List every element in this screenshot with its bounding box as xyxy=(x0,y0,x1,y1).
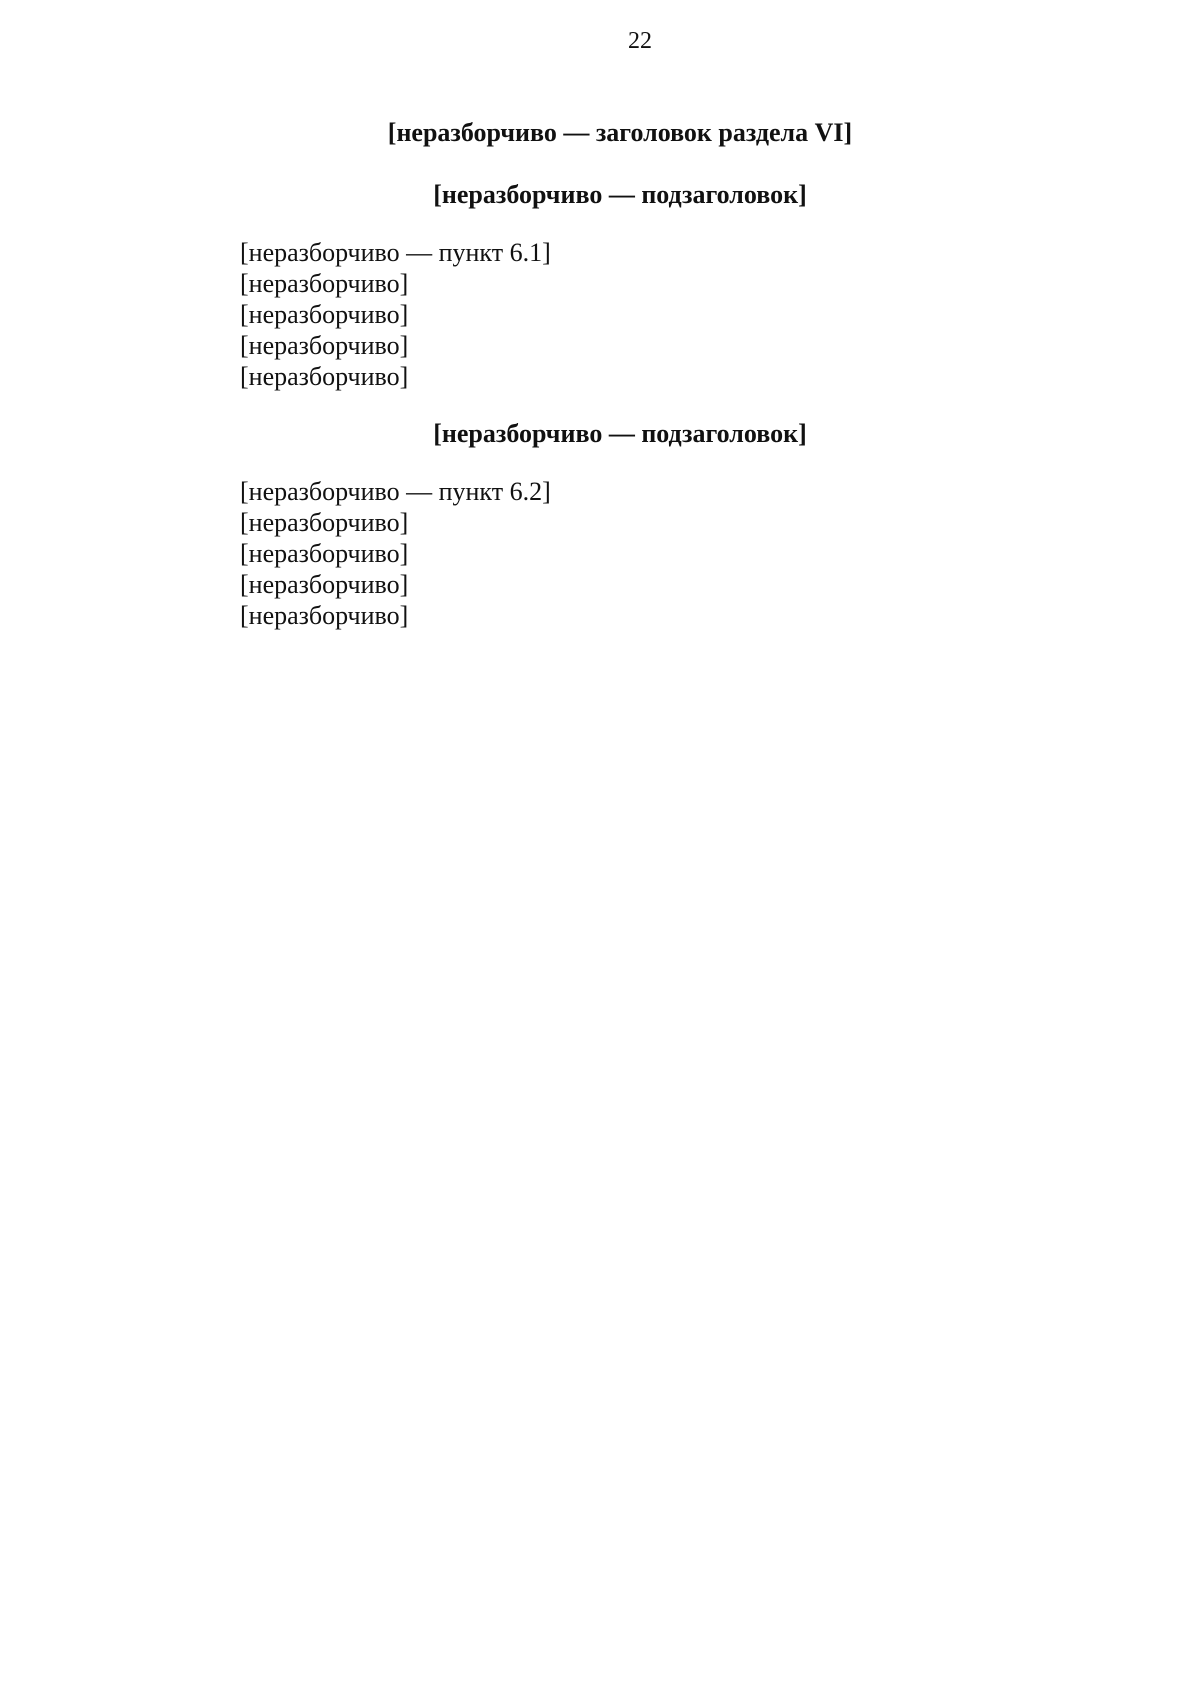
chapter-heading: [неразборчиво — заголовок раздела VI] xyxy=(387,118,853,147)
section-heading: [неразборчиво — подзаголовок] xyxy=(433,419,807,448)
paragraph: [неразборчиво — пункт 6.2] xyxy=(240,477,551,506)
section-heading: [неразборчиво — подзаголовок] xyxy=(433,180,807,209)
paragraph: [неразборчиво] xyxy=(240,362,409,391)
paragraph: [неразборчиво] xyxy=(240,570,409,599)
paragraph: [неразборчиво] xyxy=(240,300,409,329)
paragraph: [неразборчиво — пункт 6.1] xyxy=(240,238,551,267)
paragraph: [неразборчиво] xyxy=(240,508,409,537)
section-gap xyxy=(170,392,1070,418)
page-number: 22 xyxy=(628,28,652,54)
paragraph: [неразборчиво] xyxy=(240,539,409,568)
paragraph: [неразборчиво] xyxy=(240,269,409,298)
paragraph: [неразборчиво] xyxy=(240,601,409,630)
paragraph: [неразборчиво] xyxy=(240,331,409,360)
